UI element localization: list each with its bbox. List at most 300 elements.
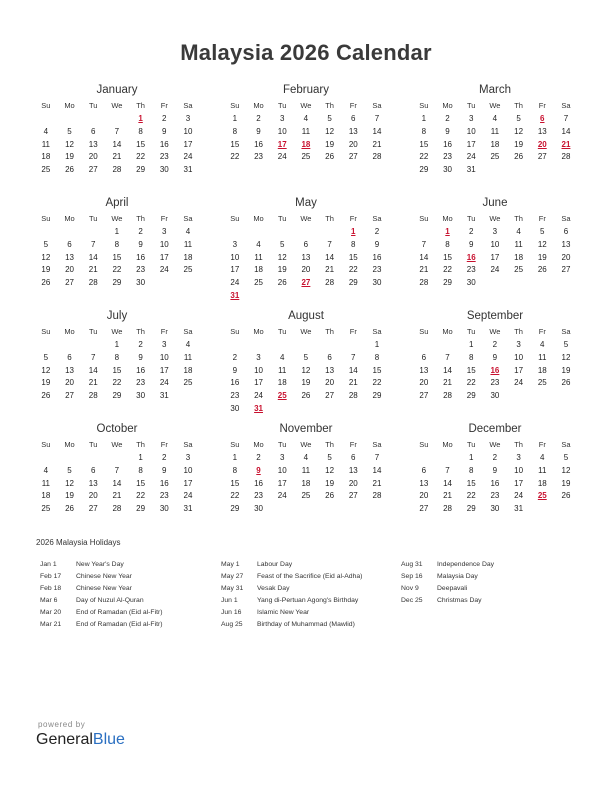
weekday-label: Fr: [160, 101, 168, 110]
holiday-item: [221, 607, 362, 619]
day-cell: 4: [43, 465, 49, 475]
day-cell: 16: [443, 139, 452, 149]
day-cell: 5: [563, 340, 569, 349]
day-cell: 12: [277, 252, 287, 262]
brand-blue: Blue: [92, 731, 125, 748]
day-cell: 6: [90, 465, 96, 475]
day-cell: 3: [516, 453, 521, 462]
day-cell: 1: [232, 453, 238, 462]
day-cell: 28: [112, 504, 122, 514]
weekday-label: Fr: [538, 214, 546, 223]
weekday-label: Fr: [538, 101, 546, 110]
day-cell: 29: [372, 391, 382, 401]
day-cell: 12: [65, 139, 74, 149]
week-row: [412, 113, 578, 126]
day-cell: 22: [230, 152, 240, 162]
week-row: [34, 390, 200, 403]
day-cell: 16: [159, 139, 169, 149]
empty-day-cell: [34, 339, 58, 352]
day-cell: 22: [348, 265, 358, 275]
day-cell: 4: [185, 340, 191, 349]
day-cell: 24: [183, 152, 193, 162]
day-cell: 21: [88, 378, 98, 388]
empty-day-cell: [554, 277, 578, 290]
day-cell: 13: [88, 478, 98, 488]
week-row: [223, 377, 389, 390]
day-cell: 8: [114, 352, 120, 362]
weekday-label: Fr: [160, 327, 168, 336]
day-cell: 28: [112, 165, 122, 175]
brand-logo[interactable]: [36, 731, 125, 749]
holiday-name: Vesak Day: [257, 585, 290, 592]
day-cell: 18: [254, 265, 263, 275]
weekday-header: [223, 99, 389, 113]
month-august: [223, 308, 389, 416]
holiday-item: [40, 559, 163, 571]
day-cell: 25: [183, 378, 193, 388]
day-cell: 23: [254, 152, 263, 162]
day-cell: 5: [43, 352, 49, 362]
empty-day-cell: [223, 226, 247, 239]
day-cell: 25: [301, 491, 311, 501]
holidays-title: 2026 Malaysia Holidays: [36, 538, 121, 547]
day-cell: 30: [159, 504, 169, 514]
day-cell: 5: [303, 352, 309, 362]
day-cell: 7: [351, 352, 356, 362]
empty-day-cell: [247, 226, 271, 239]
holiday-name: Labour Day: [257, 561, 293, 568]
day-cell: 1: [421, 114, 427, 123]
empty-day-cell: [412, 339, 436, 352]
holiday-item: [221, 571, 362, 583]
day-cell: 1: [114, 227, 120, 236]
day-cell: 7: [90, 352, 96, 362]
holiday-item: [221, 583, 362, 595]
day-cell: 26: [325, 491, 335, 501]
day-cell: 8: [445, 239, 450, 249]
weekday-label: Mo: [253, 214, 264, 223]
week-row: [223, 390, 389, 403]
empty-day-cell: [530, 390, 554, 403]
day-cell: 12: [65, 478, 74, 488]
day-cell: 20: [348, 139, 358, 149]
day-cell: 22: [136, 491, 146, 501]
day-cell: 29: [419, 165, 429, 175]
day-cell: 31: [183, 165, 193, 175]
day-cell: 18: [537, 478, 547, 488]
weekday-label: Th: [325, 327, 334, 336]
weekday-label: Su: [230, 440, 240, 449]
day-cell: 3: [256, 352, 261, 362]
empty-day-cell: [81, 339, 105, 352]
day-cell: 20: [65, 378, 74, 388]
day-cell: 24: [514, 378, 524, 388]
day-cell: 5: [279, 239, 285, 249]
weekday-label: Su: [41, 101, 51, 110]
weekday-label: Tu: [277, 214, 287, 223]
holiday-day-cell: 18: [301, 139, 311, 149]
empty-day-cell: [530, 503, 554, 516]
weekday-label: Sa: [561, 101, 571, 110]
week-row: [34, 377, 200, 390]
month-november: [223, 421, 389, 516]
day-cell: 8: [138, 126, 143, 136]
day-cell: 11: [254, 252, 263, 262]
day-cell: 17: [159, 365, 169, 375]
day-cell: 31: [514, 504, 524, 514]
day-cell: 14: [88, 252, 98, 262]
day-cell: 23: [136, 265, 146, 275]
day-cell: 10: [254, 365, 263, 375]
empty-day-cell: [81, 226, 105, 239]
day-cell: 16: [372, 252, 382, 262]
day-cell: 4: [492, 114, 498, 123]
day-cell: 27: [419, 504, 429, 514]
day-cell: 21: [348, 378, 358, 388]
day-cell: 22: [466, 378, 476, 388]
day-cell: 13: [348, 126, 358, 136]
day-cell: 10: [514, 465, 524, 475]
day-cell: 28: [561, 152, 571, 162]
day-cell: 17: [514, 478, 524, 488]
day-cell: 19: [65, 152, 74, 162]
empty-day-cell: [34, 452, 58, 465]
day-cell: 2: [256, 114, 261, 123]
day-cell: 21: [88, 265, 98, 275]
week-row: [34, 164, 200, 177]
day-cell: 21: [112, 152, 122, 162]
day-cell: 9: [374, 239, 380, 249]
weekday-label: Tu: [466, 440, 476, 449]
weekday-label: We: [489, 101, 501, 110]
day-cell: 24: [514, 491, 524, 501]
day-cell: 5: [516, 114, 521, 123]
holiday-item: [40, 583, 163, 595]
weekday-label: Su: [419, 101, 429, 110]
weekday-label: Su: [419, 440, 429, 449]
day-cell: 7: [374, 453, 380, 462]
holiday-name: Malaysia Day: [437, 573, 478, 580]
day-cell: 11: [41, 478, 50, 488]
day-cell: 14: [88, 365, 98, 375]
day-cell: 4: [540, 453, 545, 462]
day-cell: 6: [421, 352, 427, 362]
holiday-date: Jun 16: [221, 609, 242, 616]
weekday-label: Mo: [64, 440, 75, 449]
empty-day-cell: [530, 277, 554, 290]
day-cell: 6: [303, 239, 309, 249]
week-row: [34, 151, 200, 164]
day-cell: 27: [348, 491, 358, 501]
week-row: [223, 339, 389, 352]
powered-by-text: powered by: [38, 720, 86, 729]
weekday-label: Su: [41, 327, 51, 336]
week-row: [412, 239, 578, 252]
day-cell: 8: [468, 465, 474, 475]
day-cell: 26: [65, 165, 74, 175]
weekday-label: Th: [514, 101, 523, 110]
empty-day-cell: [341, 290, 365, 303]
weekday-label: We: [111, 101, 123, 110]
day-cell: 6: [421, 465, 427, 475]
day-cell: 22: [136, 152, 146, 162]
weekday-label: Fr: [160, 440, 168, 449]
day-cell: 12: [561, 352, 571, 362]
day-cell: 27: [419, 391, 429, 401]
day-cell: 3: [162, 340, 167, 349]
weekday-label: Fr: [349, 214, 357, 223]
weekday-label: Sa: [372, 101, 382, 110]
month-name: May: [295, 197, 317, 209]
holiday-column: [40, 559, 163, 631]
empty-day-cell: [247, 339, 271, 352]
holiday-name: Birthday of Muhammad (Mawlid): [257, 621, 355, 628]
weekday-label: Tu: [466, 101, 476, 110]
month-name: January: [96, 84, 138, 96]
weekday-label: Sa: [372, 214, 382, 223]
day-cell: 7: [421, 239, 427, 249]
day-cell: 5: [327, 114, 332, 123]
day-cell: 28: [88, 391, 98, 401]
day-cell: 15: [230, 139, 240, 149]
empty-day-cell: [294, 226, 318, 239]
weekday-header: [34, 438, 200, 452]
day-cell: 11: [278, 365, 287, 375]
day-cell: 30: [136, 278, 146, 288]
day-cell: 18: [277, 378, 287, 388]
day-cell: 19: [41, 265, 51, 275]
week-row: [34, 139, 200, 152]
day-cell: 30: [490, 391, 500, 401]
day-cell: 15: [136, 139, 146, 149]
day-cell: 13: [561, 239, 571, 249]
month-name: October: [96, 423, 138, 435]
day-cell: 17: [490, 252, 500, 262]
holiday-item: [401, 571, 494, 583]
weekday-label: Fr: [349, 101, 357, 110]
weekday-label: Tu: [466, 214, 476, 223]
day-cell: 2: [374, 227, 380, 236]
holiday-day-cell: 1: [351, 227, 356, 236]
day-cell: 21: [372, 139, 382, 149]
weekday-label: Mo: [253, 440, 264, 449]
day-cell: 7: [90, 239, 96, 249]
day-cell: 17: [466, 139, 476, 149]
holiday-day-cell: 17: [277, 139, 287, 149]
holiday-date: May 1: [221, 561, 240, 568]
day-cell: 12: [301, 365, 311, 375]
day-cell: 7: [114, 126, 120, 136]
day-cell: 26: [41, 278, 51, 288]
day-cell: 20: [65, 265, 74, 275]
day-cell: 28: [372, 491, 382, 501]
day-cell: 17: [230, 265, 240, 275]
week-row: [223, 452, 389, 465]
holiday-day-cell: 16: [490, 365, 500, 375]
empty-day-cell: [483, 277, 507, 290]
weekday-label: Tu: [88, 440, 98, 449]
weekday-label: Mo: [253, 101, 264, 110]
day-cell: 3: [162, 227, 167, 236]
day-cell: 1: [138, 453, 143, 462]
day-cell: 19: [514, 139, 524, 149]
weekday-label: Sa: [183, 440, 193, 449]
day-cell: 19: [325, 478, 335, 488]
day-cell: 10: [466, 126, 476, 136]
day-cell: 4: [279, 352, 285, 362]
weekday-label: Th: [514, 440, 523, 449]
day-cell: 25: [254, 278, 263, 288]
empty-day-cell: [270, 403, 294, 416]
week-row: [223, 239, 389, 252]
day-cell: 3: [232, 239, 238, 249]
day-cell: 10: [183, 126, 193, 136]
holiday-column: [221, 559, 362, 631]
day-cell: 14: [112, 139, 122, 149]
day-cell: 28: [443, 391, 452, 401]
weekday-label: We: [300, 214, 312, 223]
holiday-name: Christmas Day: [437, 597, 482, 604]
holiday-name: End of Ramadan (Eid al-Fitr): [76, 609, 163, 616]
week-row: [34, 226, 200, 239]
day-cell: 31: [466, 165, 476, 175]
brand-general: General: [36, 731, 93, 748]
day-cell: 6: [327, 352, 332, 362]
empty-day-cell: [294, 503, 318, 516]
weekday-label: Fr: [160, 214, 168, 223]
month-name: August: [288, 310, 324, 322]
weekday-label: Tu: [277, 101, 287, 110]
holiday-name: Day of Nuzul Al-Quran: [76, 597, 144, 604]
day-cell: 2: [162, 114, 167, 123]
day-cell: 16: [159, 478, 169, 488]
day-cell: 15: [230, 478, 240, 488]
day-cell: 15: [466, 478, 476, 488]
empty-day-cell: [58, 113, 82, 126]
day-cell: 12: [514, 126, 524, 136]
day-cell: 10: [490, 239, 500, 249]
day-cell: 13: [88, 139, 98, 149]
empty-day-cell: [176, 277, 200, 290]
day-cell: 19: [561, 365, 571, 375]
day-cell: 14: [372, 126, 382, 136]
holiday-day-cell: 16: [466, 252, 476, 262]
weekday-label: Mo: [442, 214, 453, 223]
day-cell: 20: [88, 152, 98, 162]
day-cell: 15: [112, 252, 122, 262]
day-cell: 20: [419, 491, 429, 501]
empty-day-cell: [365, 403, 389, 416]
day-cell: 9: [256, 126, 261, 136]
weekday-header: [412, 438, 578, 452]
day-cell: 11: [538, 465, 547, 475]
weekday-label: Tu: [88, 327, 98, 336]
day-cell: 2: [162, 453, 167, 462]
day-cell: 11: [301, 126, 311, 136]
holiday-column: [401, 559, 494, 607]
holiday-day-cell: 20: [537, 139, 547, 149]
day-cell: 3: [279, 114, 285, 123]
week-row: [412, 478, 578, 491]
day-cell: 24: [254, 391, 263, 401]
empty-day-cell: [507, 277, 531, 290]
weekday-label: Th: [136, 214, 145, 223]
month-june: [412, 195, 578, 290]
weekday-label: Th: [325, 214, 334, 223]
day-cell: 5: [563, 453, 569, 462]
day-cell: 30: [466, 278, 476, 288]
day-cell: 16: [136, 365, 146, 375]
day-cell: 29: [230, 504, 240, 514]
day-cell: 26: [561, 378, 571, 388]
day-cell: 17: [277, 478, 287, 488]
day-cell: 25: [41, 165, 51, 175]
holiday-day-cell: 1: [445, 227, 450, 236]
empty-day-cell: [58, 339, 82, 352]
day-cell: 18: [41, 491, 51, 501]
empty-day-cell: [318, 339, 342, 352]
day-cell: 6: [351, 453, 356, 462]
day-cell: 23: [490, 378, 500, 388]
day-cell: 23: [159, 491, 169, 501]
day-cell: 8: [374, 352, 380, 362]
day-cell: 28: [443, 504, 452, 514]
day-cell: 17: [159, 252, 169, 262]
day-cell: 17: [254, 378, 263, 388]
weekday-label: Mo: [442, 440, 453, 449]
day-cell: 11: [538, 352, 547, 362]
day-cell: 22: [112, 265, 122, 275]
day-cell: 6: [67, 239, 72, 249]
day-cell: 12: [325, 126, 335, 136]
day-cell: 5: [67, 126, 72, 136]
day-cell: 12: [325, 465, 335, 475]
empty-day-cell: [294, 339, 318, 352]
day-cell: 8: [421, 126, 427, 136]
day-cell: 24: [230, 278, 240, 288]
weekday-label: Fr: [538, 327, 546, 336]
weekday-label: Mo: [64, 327, 75, 336]
weekday-header: [34, 212, 200, 226]
day-cell: 22: [443, 265, 452, 275]
month-name: November: [279, 423, 333, 435]
weekday-header: [412, 212, 578, 226]
weekday-label: Mo: [64, 214, 75, 223]
day-cell: 20: [325, 378, 335, 388]
day-cell: 18: [183, 365, 193, 375]
day-cell: 27: [65, 278, 74, 288]
weekday-label: Sa: [372, 327, 382, 336]
day-cell: 27: [65, 391, 74, 401]
week-row: [412, 126, 578, 139]
holiday-day-cell: 6: [540, 114, 545, 123]
day-cell: 13: [325, 365, 335, 375]
day-cell: 18: [301, 478, 311, 488]
day-cell: 3: [185, 453, 191, 462]
weekday-label: Su: [41, 214, 51, 223]
day-cell: 3: [468, 114, 474, 123]
empty-day-cell: [105, 452, 129, 465]
holiday-name: Independence Day: [437, 561, 495, 568]
week-row: [412, 465, 578, 478]
day-cell: 30: [372, 278, 382, 288]
week-row: [412, 452, 578, 465]
day-cell: 14: [348, 365, 358, 375]
week-row: [34, 503, 200, 516]
day-cell: 22: [466, 491, 476, 501]
weekday-label: Th: [514, 327, 523, 336]
day-cell: 18: [490, 139, 500, 149]
